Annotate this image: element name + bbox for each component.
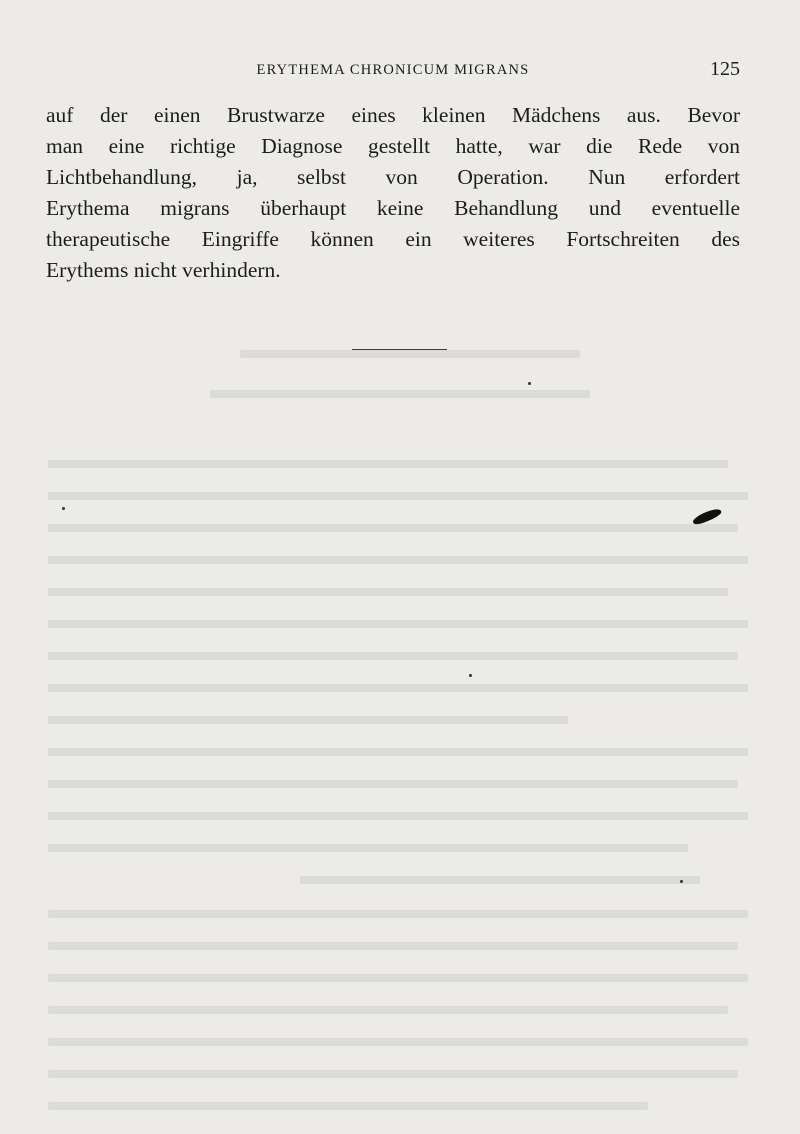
text-line: Erythems nicht verhindern. bbox=[46, 258, 281, 282]
show-through-background bbox=[0, 290, 800, 1134]
page-number: 125 bbox=[710, 58, 740, 80]
text-line: therapeutische Eingriffe können ein weiteres Fortschreiten des bbox=[46, 227, 740, 251]
speck bbox=[680, 880, 683, 883]
speck bbox=[62, 507, 65, 510]
text-line: Erythema migrans überhaupt keine Behandlung und eventuelle bbox=[46, 196, 740, 220]
ink-blot bbox=[691, 506, 722, 526]
section-divider bbox=[352, 349, 447, 350]
text-line: Lichtbehandlung, ja, selbst von Operation. Nun erfordert bbox=[46, 165, 740, 189]
speck bbox=[528, 382, 531, 385]
running-header bbox=[46, 58, 740, 84]
speck bbox=[469, 674, 472, 677]
body-paragraph bbox=[46, 100, 740, 286]
running-title: ERYTHEMA CHRONICUM MIGRANS bbox=[256, 62, 530, 78]
text-line: man eine richtige Diagnose gestellt hatte, war die Rede von bbox=[46, 134, 740, 158]
text-line: auf der einen Brustwarze eines kleinen Mädchens aus. Bevor bbox=[46, 103, 740, 127]
